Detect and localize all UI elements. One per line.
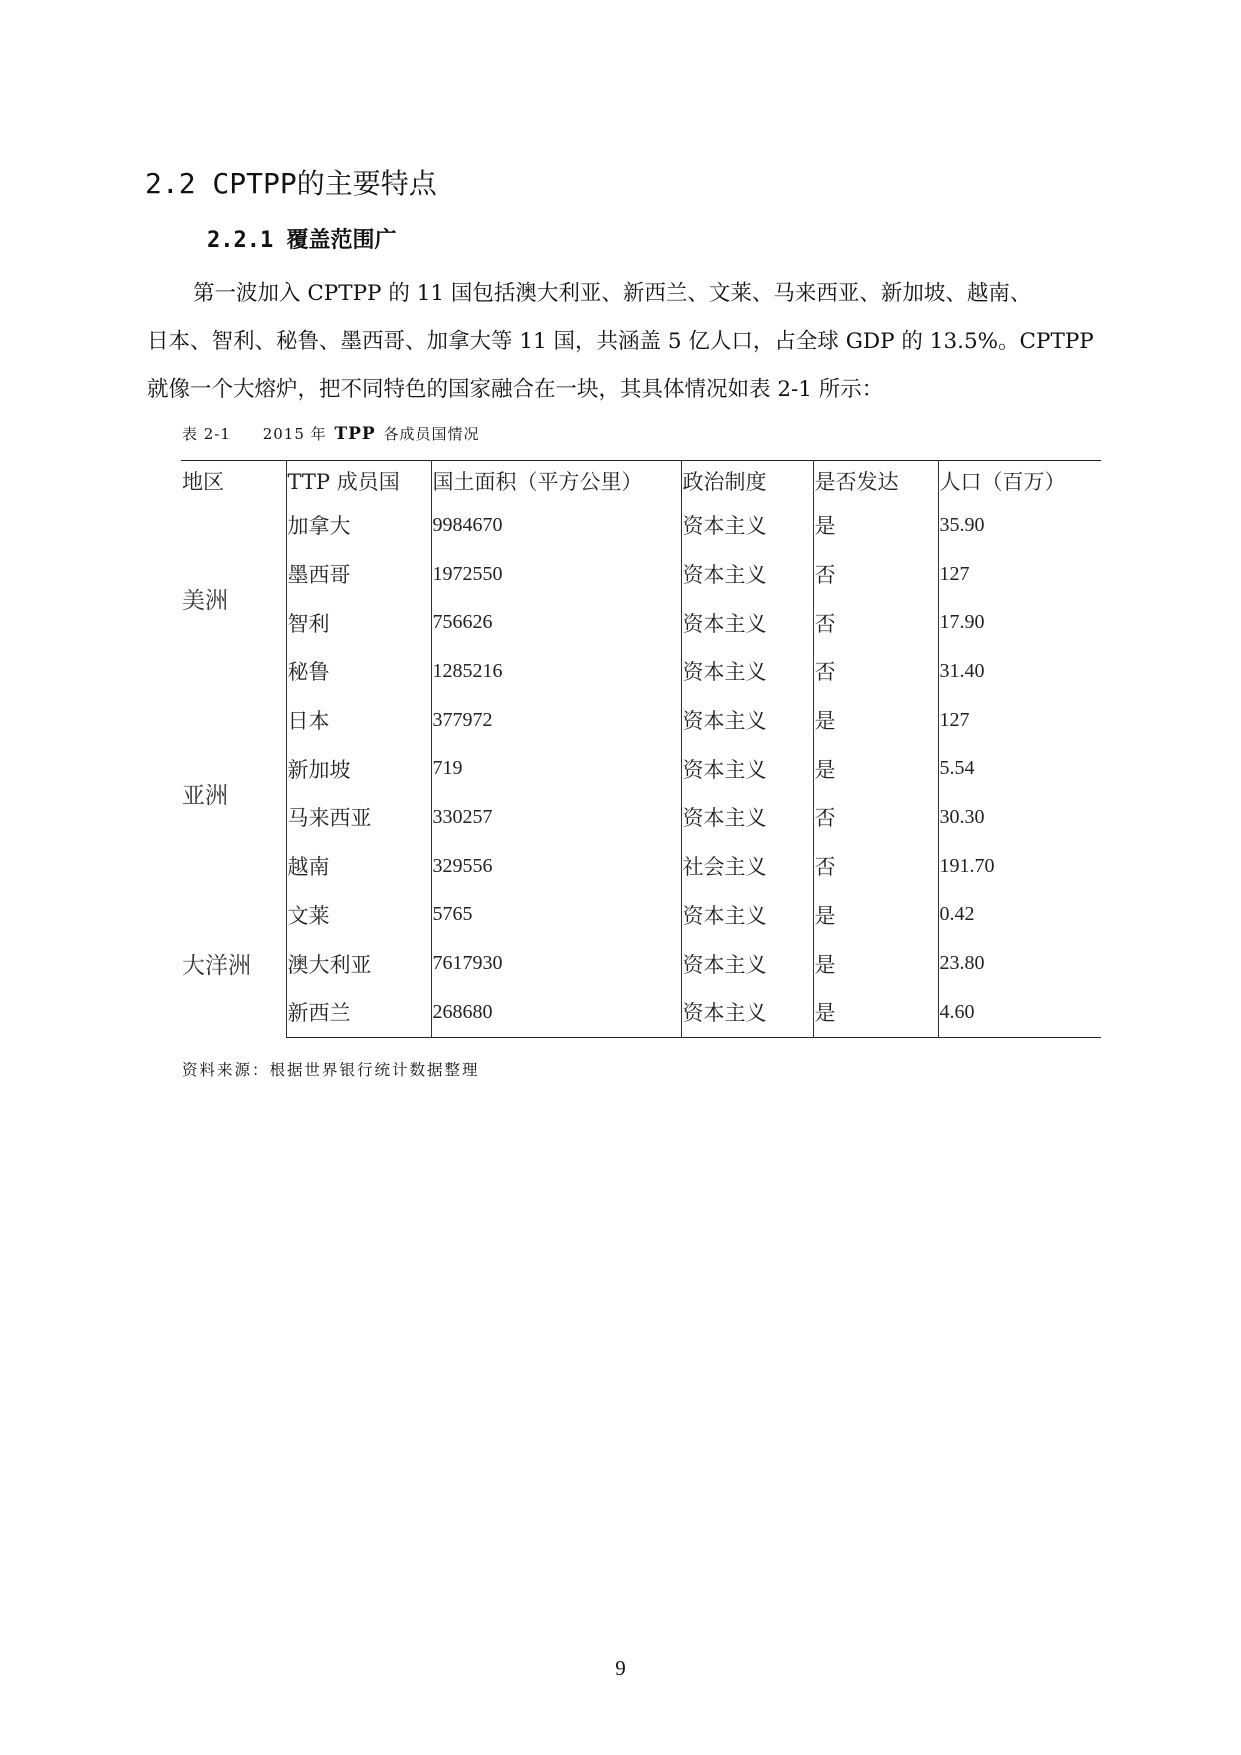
system-cell: 资本主义 (681, 550, 813, 599)
table-row (181, 842, 1101, 891)
population-cell: 17.90 (939, 611, 985, 634)
paragraph-line: 第一波加入 CPTPP 的 11 国包括澳大利亚、新西兰、文莱、马来西亚、新加坡、越南、 (193, 281, 1032, 306)
country-cell: 秘鲁 (286, 647, 431, 696)
country-cell: 马来西亚 (286, 793, 431, 842)
table-caption-number: 表 2-1 (182, 425, 231, 443)
paragraph-line: 就像一个大熔炉，把不同特色的国家融合在一块，其具体情况如表 2-1 所示： (147, 377, 884, 402)
system-cell: 资本主义 (681, 647, 813, 696)
header-population: 人口（百万） (938, 461, 1101, 502)
header-system: 政治制度 (681, 461, 813, 502)
region-cell-americas: 美洲 (181, 501, 286, 696)
header-country: TTP 成员国 (286, 461, 431, 502)
sub-heading: 2.2.1 覆盖范围广 (207, 228, 397, 253)
population-cell: 0.42 (939, 903, 975, 926)
region-cell-asia: 亚洲 (181, 696, 286, 891)
header-developed: 是否发达 (813, 461, 938, 502)
developed-cell: 是 (813, 696, 938, 745)
country-cell: 越南 (286, 842, 431, 891)
developed-cell: 否 (813, 598, 938, 647)
system-cell: 资本主义 (681, 696, 813, 745)
table-row (181, 598, 1101, 647)
table-row (181, 550, 1101, 599)
system-cell: 社会主义 (681, 842, 813, 891)
country-cell: 日本 (286, 696, 431, 745)
developed-cell: 否 (813, 793, 938, 842)
system-cell: 资本主义 (681, 891, 813, 940)
table-row (181, 988, 1101, 1037)
region-cell-oceania: 大洋洲 (181, 891, 286, 1038)
country-cell: 新西兰 (286, 988, 431, 1037)
area-cell: 9984670 (431, 501, 681, 550)
paragraph-line: 日本、智利、秘鲁、墨西哥、加拿大等 11 国，共涵盖 5 亿人口，占全球 GDP 的 13.5%。CPTPP (147, 329, 1094, 354)
developed-cell: 是 (813, 891, 938, 940)
table-caption-bold: TPP (334, 424, 376, 444)
system-cell: 资本主义 (681, 598, 813, 647)
page-number: 9 (615, 1656, 626, 1680)
area-cell: 5765 (431, 891, 681, 940)
area-cell: 719 (431, 744, 681, 793)
section-heading: 2.2 CPTPP的主要特点 (145, 167, 437, 200)
population-cell: 127 (939, 562, 970, 585)
table-row (181, 501, 1101, 550)
country-cell: 加拿大 (286, 501, 431, 550)
system-cell: 资本主义 (681, 744, 813, 793)
country-cell: 墨西哥 (286, 550, 431, 599)
developed-cell: 否 (813, 842, 938, 891)
population-cell: 191.70 (939, 854, 995, 877)
table-caption-text: 各成员国情况 (383, 425, 480, 443)
area-cell: 1972550 (431, 550, 681, 599)
developed-cell: 是 (813, 501, 938, 550)
header-area: 国土面积（平方公里） (431, 461, 681, 502)
population-cell: 30.30 (939, 805, 985, 828)
body-paragraph (147, 270, 1137, 414)
area-cell: 7617930 (431, 939, 681, 988)
area-cell: 330257 (431, 793, 681, 842)
system-cell: 资本主义 (681, 793, 813, 842)
table-caption-year: 2015 年 (262, 425, 327, 443)
table-header-row (181, 461, 1101, 502)
area-cell: 1285216 (431, 647, 681, 696)
population-cell: 35.90 (939, 513, 985, 536)
population-cell: 23.80 (939, 952, 985, 975)
table-row (181, 744, 1101, 793)
developed-cell: 否 (813, 550, 938, 599)
area-cell: 329556 (431, 842, 681, 891)
member-countries-table (181, 460, 1101, 1038)
table-row (181, 793, 1101, 842)
developed-cell: 是 (813, 744, 938, 793)
country-cell: 澳大利亚 (286, 939, 431, 988)
header-region: 地区 (181, 461, 286, 502)
table-row (181, 891, 1101, 940)
area-cell: 377972 (431, 696, 681, 745)
population-cell: 5.54 (939, 757, 975, 780)
table-row (181, 647, 1101, 696)
developed-cell: 是 (813, 939, 938, 988)
country-cell: 文莱 (286, 891, 431, 940)
country-cell: 智利 (286, 598, 431, 647)
system-cell: 资本主义 (681, 939, 813, 988)
table-caption (182, 424, 479, 444)
table-row (181, 696, 1101, 745)
table-row (181, 939, 1101, 988)
population-cell: 4.60 (938, 988, 1101, 1037)
area-cell: 756626 (431, 598, 681, 647)
population-cell: 127 (939, 708, 970, 731)
developed-cell: 否 (813, 647, 938, 696)
developed-cell: 是 (813, 988, 938, 1037)
system-cell: 资本主义 (681, 501, 813, 550)
system-cell: 资本主义 (681, 988, 813, 1037)
table-source-note: 资料来源：根据世界银行统计数据整理 (182, 1061, 480, 1079)
population-cell: 31.40 (939, 659, 985, 682)
country-cell: 新加坡 (286, 744, 431, 793)
area-cell: 268680 (431, 988, 681, 1037)
